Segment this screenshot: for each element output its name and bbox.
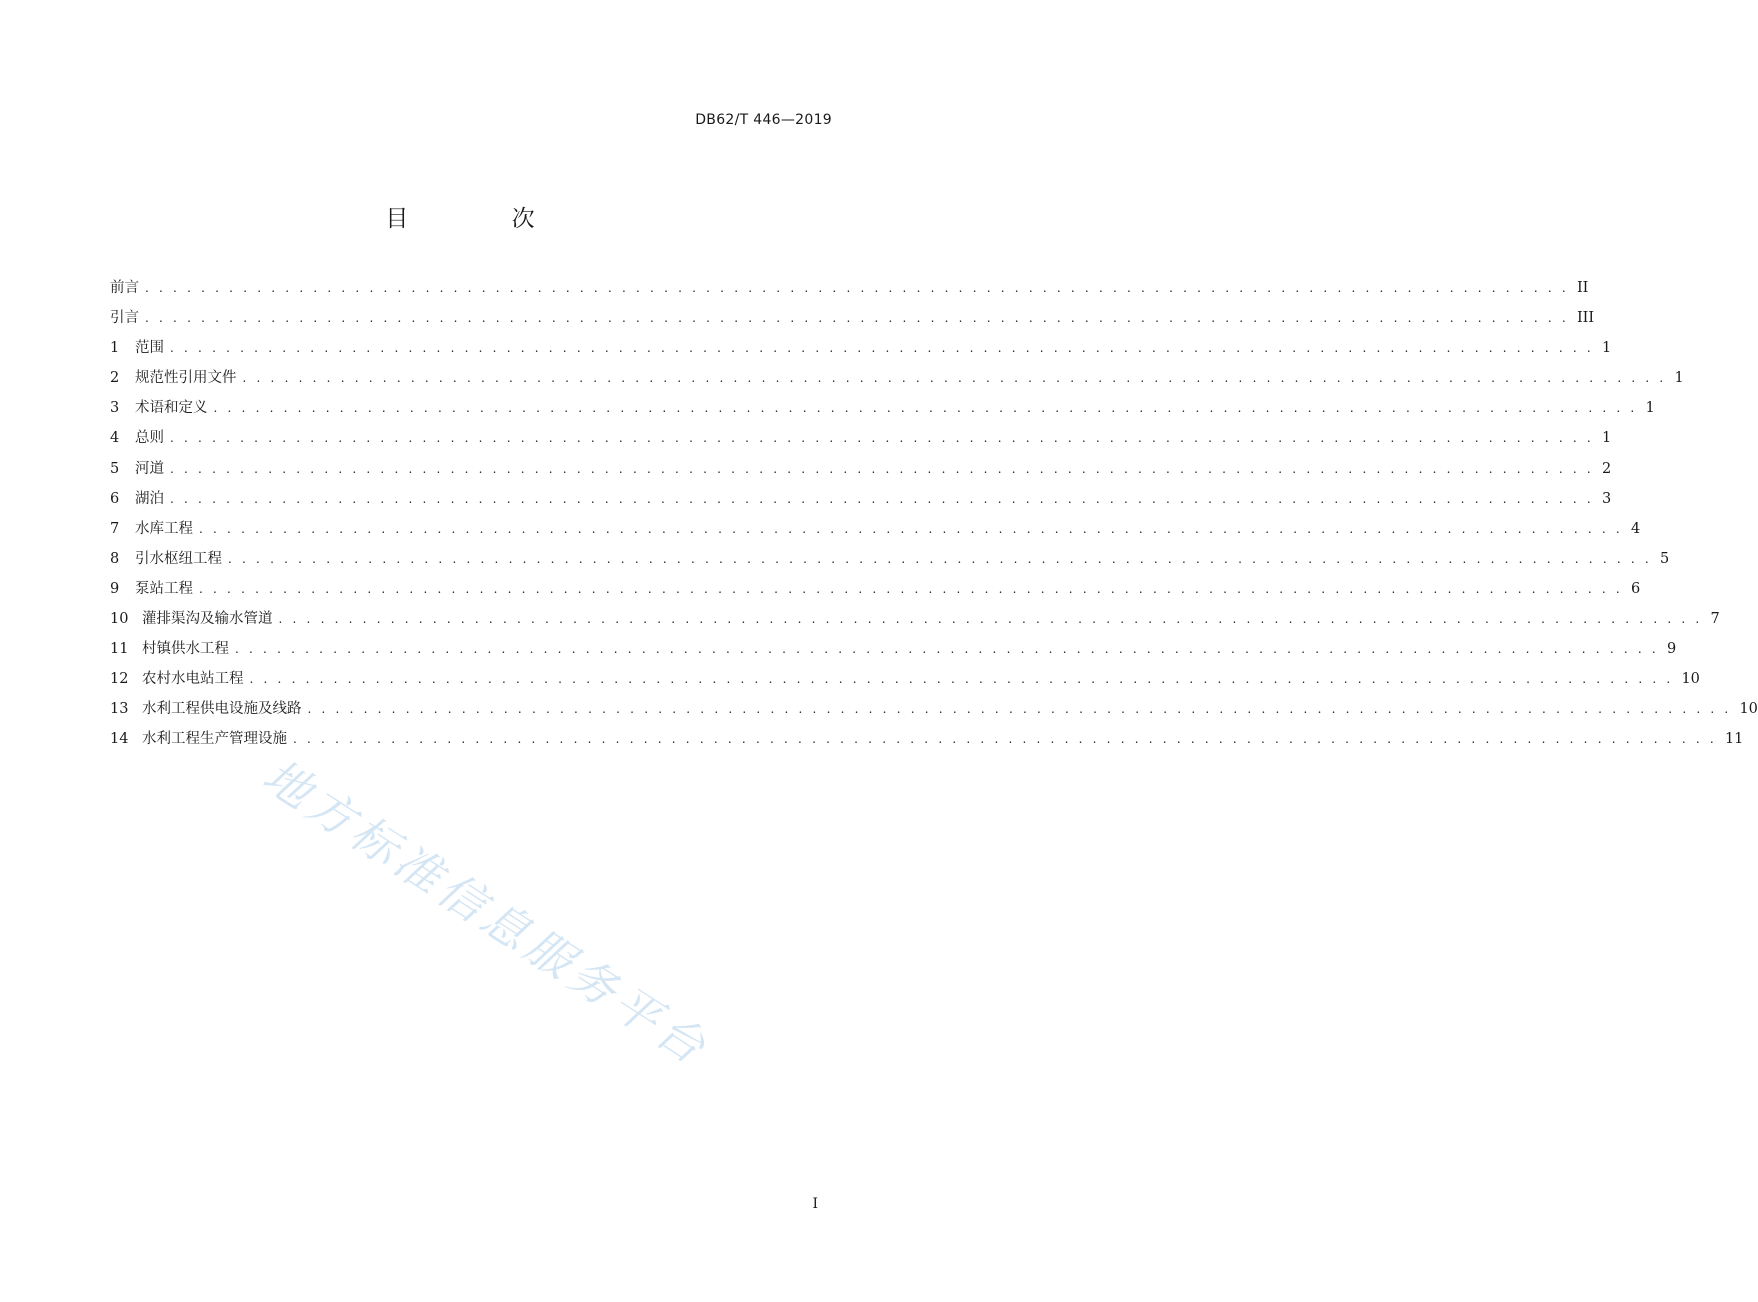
toc-dot-leader: . . . . . . . . . . . . . . . . . . . . . . . . . . . . . . . . . . . . . . . . . . . . . . . . . . . . . . . . . . . . . . . . . . . . . . . . . . . . . . . . . . . . . . . . . . . . . . . . . . . . . . xyxy=(170,491,1594,506)
toc-entry-label: 湖泊 xyxy=(135,490,164,507)
toc-entry-number: 14 xyxy=(110,731,129,748)
toc-entry-page: 11 xyxy=(1724,731,1744,748)
toc-entry-label: 泵站工程 xyxy=(135,580,193,597)
toc-entry-label: 术语和定义 xyxy=(135,400,208,417)
toc-entry-page: 2 xyxy=(1601,460,1612,477)
toc-entry-page: II xyxy=(1576,280,1589,296)
toc-entry-number: 10 xyxy=(110,611,129,628)
toc-entry-number: 8 xyxy=(110,550,120,567)
toc-entry-number: 12 xyxy=(110,671,129,688)
toc-entry[interactable] xyxy=(110,577,1641,607)
toc-dot-leader: . . . . . . . . . . . . . . . . . . . . . . . . . . . . . . . . . . . . . . . . . . . . . . . . . . . . . . . . . . . . . . . . . . . . . . . . . . . . . . . . . . . . . . . . . . . . . . . . . . . . . . xyxy=(307,702,1732,717)
toc-entry[interactable] xyxy=(110,727,1744,757)
toc-dot-leader: . . . . . . . . . . . . . . . . . . . . . . . . . . . . . . . . . . . . . . . . . . . . . . . . . . . . . . . . . . . . . . . . . . . . . . . . . . . . . . . . . . . . . . . . . . . . . . . . . . . . . . xyxy=(170,431,1594,446)
toc-entry-page: 3 xyxy=(1601,490,1612,507)
toc-entry-page: 10 xyxy=(1739,701,1758,718)
toc-entry-number: 3 xyxy=(110,400,120,417)
toc-entry[interactable] xyxy=(110,366,1684,396)
toc-entry[interactable] xyxy=(110,426,1612,456)
toc-entry-page: 7 xyxy=(1710,611,1720,628)
toc-entry-number: 1 xyxy=(110,340,120,357)
toc-entry-number: 13 xyxy=(110,701,129,718)
toc-entry-number: 6 xyxy=(110,490,120,507)
toc-entry-page: 10 xyxy=(1681,671,1700,688)
toc-entry-page: 1 xyxy=(1674,370,1684,387)
page-number: I xyxy=(812,1196,818,1212)
toc-entry-page: III xyxy=(1576,310,1595,327)
toc-entry-label: 规范性引用文件 xyxy=(135,370,237,387)
table-of-contents xyxy=(110,276,1758,758)
toc-dot-leader: . . . . . . . . . . . . . . . . . . . . . . . . . . . . . . . . . . . . . . . . . . . . . . . . . . . . . . . . . . . . . . . . . . . . . . . . . . . . . . . . . . . . . . . . . . . . . . . . . . . . . . xyxy=(170,341,1594,356)
toc-entry[interactable] xyxy=(110,396,1655,426)
toc-entry-label: 水库工程 xyxy=(135,520,193,537)
page-title: 目 次 xyxy=(385,206,583,232)
toc-dot-leader: . . . . . . . . . . . . . . . . . . . . . . . . . . . . . . . . . . . . . . . . . . . . . . . . . . . . . . . . . . . . . . . . . . . . . . . . . . . . . . . . . . . . . . . . . . . . . . . . . . . . . . xyxy=(228,551,1652,566)
toc-dot-leader: . . . . . . . . . . . . . . . . . . . . . . . . . . . . . . . . . . . . . . . . . . . . . . . . . . . . . . . . . . . . . . . . . . . . . . . . . . . . . . . . . . . . . . . . . . . . . . . . . . . . . . xyxy=(213,401,1638,416)
toc-entry-label: 河道 xyxy=(135,460,164,477)
toc-entry-number: 2 xyxy=(110,370,120,387)
toc-entry[interactable] xyxy=(110,547,1670,577)
toc-dot-leader: . . . . . . . . . . . . . . . . . . . . . . . . . . . . . . . . . . . . . . . . . . . . . . . . . . . . . . . . . . . . . . . . . . . . . . . . . . . . . . . . . . . . . . . . . . . . . . . . . . . . . . xyxy=(249,672,1674,687)
toc-dot-leader: . . . . . . . . . . . . . . . . . . . . . . . . . . . . . . . . . . . . . . . . . . . . . . . . . . . . . . . . . . . . . . . . . . . . . . . . . . . . . . . . . . . . . . . . . . . . . . . . . . . . . . xyxy=(145,311,1569,326)
toc-entry[interactable] xyxy=(110,697,1758,727)
toc-entry[interactable] xyxy=(110,517,1641,547)
toc-entry-page: 6 xyxy=(1630,580,1641,597)
toc-entry-page: 1 xyxy=(1645,400,1655,417)
toc-entry-page: 1 xyxy=(1601,340,1612,357)
watermark: 地方标准信息服务平台 xyxy=(253,748,720,1077)
document-code: DB62/T 446—2019 xyxy=(695,112,832,128)
toc-entry-label: 引言 xyxy=(110,310,139,327)
toc-entry-number: 11 xyxy=(110,641,129,658)
toc-dot-leader: . . . . . . . . . . . . . . . . . . . . . . . . . . . . . . . . . . . . . . . . . . . . . . . . . . . . . . . . . . . . . . . . . . . . . . . . . . . . . . . . . . . . . . . . . . . . . . . . . . . . . . xyxy=(199,581,1623,596)
toc-entry[interactable] xyxy=(110,637,1677,667)
toc-entry-label: 引水枢纽工程 xyxy=(135,550,222,567)
toc-entry[interactable] xyxy=(110,487,1612,517)
toc-entry[interactable] xyxy=(110,336,1612,366)
toc-entry-page: 4 xyxy=(1630,520,1641,537)
toc-entry[interactable] xyxy=(110,667,1700,697)
toc-entry-page: 1 xyxy=(1601,430,1612,447)
toc-entry-label: 前言 xyxy=(110,280,139,296)
toc-entry-page: 5 xyxy=(1659,550,1670,567)
toc-dot-leader: . . . . . . . . . . . . . . . . . . . . . . . . . . . . . . . . . . . . . . . . . . . . . . . . . . . . . . . . . . . . . . . . . . . . . . . . . . . . . . . . . . . . . . . . . . . . . . . . . . . . . . xyxy=(293,732,1717,747)
toc-entry-label: 范围 xyxy=(135,340,164,357)
toc-entry-number: 9 xyxy=(110,580,120,597)
toc-entry[interactable] xyxy=(110,306,1595,336)
toc-entry-number: 4 xyxy=(110,430,120,447)
toc-entry[interactable] xyxy=(110,457,1612,487)
toc-dot-leader: . . . . . . . . . . . . . . . . . . . . . . . . . . . . . . . . . . . . . . . . . . . . . . . . . . . . . . . . . . . . . . . . . . . . . . . . . . . . . . . . . . . . . . . . . . . . . . . . . . . . . . xyxy=(199,521,1623,536)
toc-entry-label: 水利工程生产管理设施 xyxy=(142,731,287,748)
toc-entry-label: 总则 xyxy=(135,430,164,447)
toc-dot-leader: . . . . . . . . . . . . . . . . . . . . . . . . . . . . . . . . . . . . . . . . . . . . . . . . . . . . . . . . . . . . . . . . . . . . . . . . . . . . . . . . . . . . . . . . . . . . . . . . . . . . . . xyxy=(145,281,1569,295)
toc-entry[interactable] xyxy=(110,607,1720,637)
toc-entry-label: 灌排渠沟及输水管道 xyxy=(142,611,273,628)
toc-dot-leader: . . . . . . . . . . . . . . . . . . . . . . . . . . . . . . . . . . . . . . . . . . . . . . . . . . . . . . . . . . . . . . . . . . . . . . . . . . . . . . . . . . . . . . . . . . . . . . . . . . . . . . xyxy=(170,461,1594,476)
toc-entry-label: 农村水电站工程 xyxy=(142,671,244,688)
toc-dot-leader: . . . . . . . . . . . . . . . . . . . . . . . . . . . . . . . . . . . . . . . . . . . . . . . . . . . . . . . . . . . . . . . . . . . . . . . . . . . . . . . . . . . . . . . . . . . . . . . . . . . . . . xyxy=(242,371,1667,386)
toc-entry-number: 5 xyxy=(110,460,120,477)
toc-entry[interactable] xyxy=(110,276,1589,306)
toc-entry-label: 村镇供水工程 xyxy=(142,641,229,658)
toc-entry-number: 7 xyxy=(110,520,120,537)
toc-entry-page: 9 xyxy=(1666,641,1677,658)
toc-dot-leader: . . . . . . . . . . . . . . . . . . . . . . . . . . . . . . . . . . . . . . . . . . . . . . . . . . . . . . . . . . . . . . . . . . . . . . . . . . . . . . . . . . . . . . . . . . . . . . . . . . . . . . xyxy=(235,642,1659,657)
toc-dot-leader: . . . . . . . . . . . . . . . . . . . . . . . . . . . . . . . . . . . . . . . . . . . . . . . . . . . . . . . . . . . . . . . . . . . . . . . . . . . . . . . . . . . . . . . . . . . . . . . . . . . . . . xyxy=(278,612,1703,627)
toc-entry-label: 水利工程供电设施及线路 xyxy=(142,701,302,718)
